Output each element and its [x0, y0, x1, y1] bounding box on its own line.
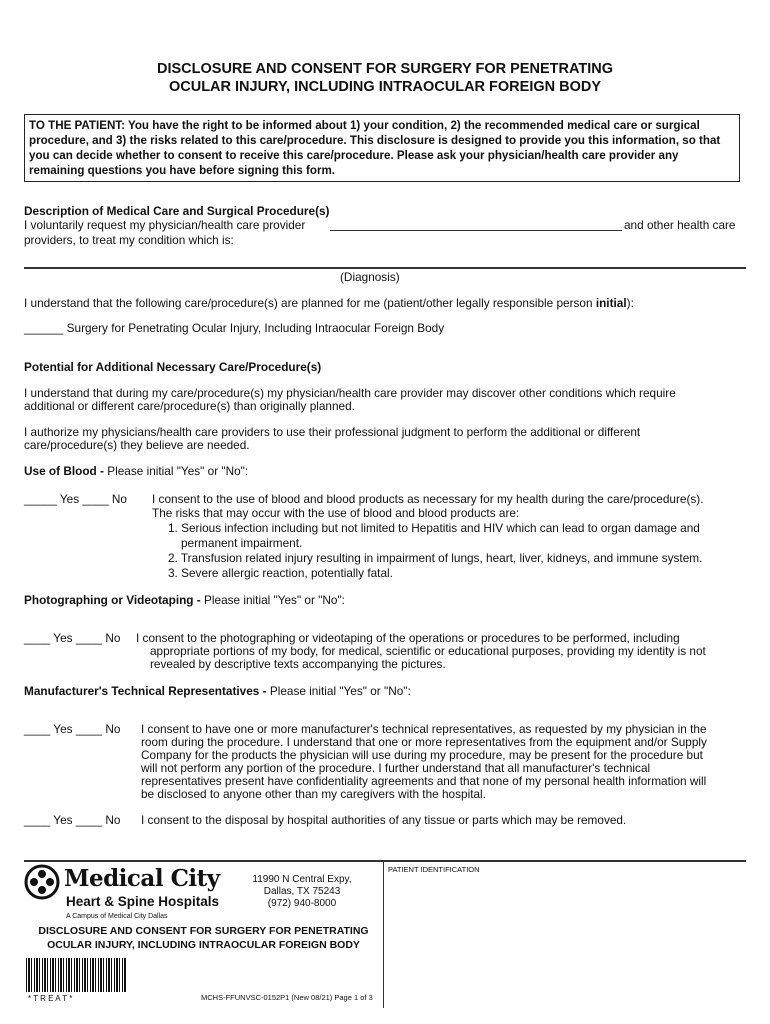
diagnosis-line[interactable] — [24, 267, 746, 269]
blood-risk-1: 1. Serious infection including but not limited to Hepatitis and HIV which can lead to organ damage and — [168, 521, 700, 535]
blood-text-2: The risks that may occur with the use of blood and blood products are: — [152, 506, 520, 520]
photo-yes-no[interactable]: ____ Yes ____ No — [24, 631, 121, 645]
procedure-initial-line[interactable]: ______ Surgery for Penetrating Ocular Injury, Including Intraocular Foreign Body — [24, 321, 445, 335]
address-block — [252, 874, 352, 910]
additional-care-heading: Potential for Additional Necessary Care/Procedure(s) — [24, 360, 322, 374]
providers-text: providers, to treat my condition which is: — [24, 233, 234, 247]
barcode-text: * T R E A T * — [28, 994, 73, 1003]
blood-yes-no[interactable]: _____ Yes ____ No — [24, 492, 127, 506]
form-code: MCHS-FFUNVSC-0152P1 (New 08/21) Page 1 of 3 — [201, 993, 373, 1002]
footer-divider — [24, 860, 746, 862]
footer-title-line1: DISCLOSURE AND CONSENT FOR SURGERY FOR PENETRATING — [38, 925, 369, 937]
logo-campus: A Campus of Medical City Dallas — [66, 913, 168, 920]
photo-text-1: I consent to the photographing or videotaping of the operations or procedures to be performed, including — [136, 631, 680, 645]
page-title-line1: DISCLOSURE AND CONSENT FOR SURGERY FOR PENETRATING — [157, 61, 613, 77]
manufacturer-heading: Manufacturer's Technical Representatives - Please initial "Yes" or "No": — [24, 684, 411, 698]
manufacturer-text-5: representatives present have confidentiality agreements and that none of my personal health information will — [141, 774, 707, 788]
barcode-image — [26, 958, 126, 992]
page-title-line2: OCULAR INJURY, INCLUDING INTRAOCULAR FOREIGN BODY — [168, 79, 602, 95]
description-heading: Description of Medical Care and Surgical Procedure(s) — [24, 204, 330, 218]
provider-name-line[interactable] — [330, 230, 622, 231]
manufacturer-yes-no[interactable]: ____ Yes ____ No — [24, 722, 121, 736]
manufacturer-text-1: I consent to have one or more manufacturer's technical representatives, as requested by my physician in the — [141, 722, 707, 736]
diagnosis-label: (Diagnosis) — [340, 270, 400, 284]
patient-notice-box: TO THE PATIENT: You have the right to be informed about 1) your condition, 2) the recommended medical care or surgical procedure, and 3) the risks related to this care/procedure. This disclosure is designed to provide you this information, so that you can decide whether to consent to receive this care/procedure. Please ask your physician/health care provider any remaining questions you have before signing this form. — [24, 114, 740, 182]
blood-text-1: I consent to the use of blood and blood products as necessary for my health during the care/procedure(s). — [152, 492, 704, 506]
manufacturer-text-6: be disclosed to anyone other than my caregivers with the hospital. — [141, 787, 486, 801]
phone-number: (972) 940-8000 — [267, 898, 337, 909]
additional-p2-line1: I authorize my physicians/health care providers to use their professional judgment to perform the additional or different — [24, 425, 641, 439]
blood-risk-3: 3. Severe allergic reaction, potentially fatal. — [168, 566, 393, 580]
address-line1: 11990 N Central Expy, — [252, 874, 352, 885]
manufacturer-text-3: Company for the products the physician will use during my procedure, may be present for the procedure but — [141, 748, 703, 762]
footer-vertical-divider — [383, 860, 384, 1008]
photo-text-2: appropriate portions of my body, for medical, scientific or educational purposes, providing my identity is not — [150, 644, 706, 658]
photo-text-3: revealed by descriptive texts accompanying the pictures. — [150, 657, 446, 671]
additional-p2-line2: care/procedure(s) they believe are needed. — [24, 438, 250, 452]
blood-risk-2: 2. Transfusion related injury resulting in impairment of lungs, heart, liver, kidneys, and immune system. — [168, 551, 703, 565]
patient-id-label: PATIENT IDENTIFICATION — [388, 865, 480, 874]
request-text: I voluntarily request my physician/health care provider — [24, 218, 306, 232]
manufacturer-text-4: will not perform any portion of the procedure. I further understand that all manufacturer's technical — [141, 761, 651, 775]
additional-p1-line1: I understand that during my care/procedure(s) my physician/health care provider may discover other conditions which require — [24, 386, 676, 400]
address-line2: Dallas, TX 75243 — [263, 886, 341, 897]
additional-p1-line2: additional or different care/procedure(s) than originally planned. — [24, 399, 355, 413]
blood-heading: Use of Blood - Please initial "Yes" or "No": — [24, 464, 249, 478]
photo-heading: Photographing or Videotaping - Please initial "Yes" or "No": — [24, 593, 345, 607]
footer-title-line2: OCULAR INJURY, INCLUDING INTRAOCULAR FOREIGN BODY — [47, 939, 360, 951]
medical-city-logo-icon — [24, 864, 60, 900]
logo-main: Medical City — [64, 865, 220, 892]
request-text-end: and other health care — [624, 218, 736, 232]
logo-sub: Heart & Spine Hospitals — [66, 894, 220, 909]
blood-risk-1b: permanent impairment. — [181, 536, 303, 550]
disposal-yes-no[interactable]: ____ Yes ____ No — [24, 813, 121, 827]
manufacturer-text-2: room during the procedure. I understand that one or more representatives from the equipment and/or Supply — [141, 735, 707, 749]
disposal-text: I consent to the disposal by hospital authorities of any tissue or parts which may be removed. — [141, 813, 627, 827]
planned-procedure-text: I understand that the following care/procedure(s) are planned for me (patient/other legally responsible person initial): — [24, 296, 634, 310]
